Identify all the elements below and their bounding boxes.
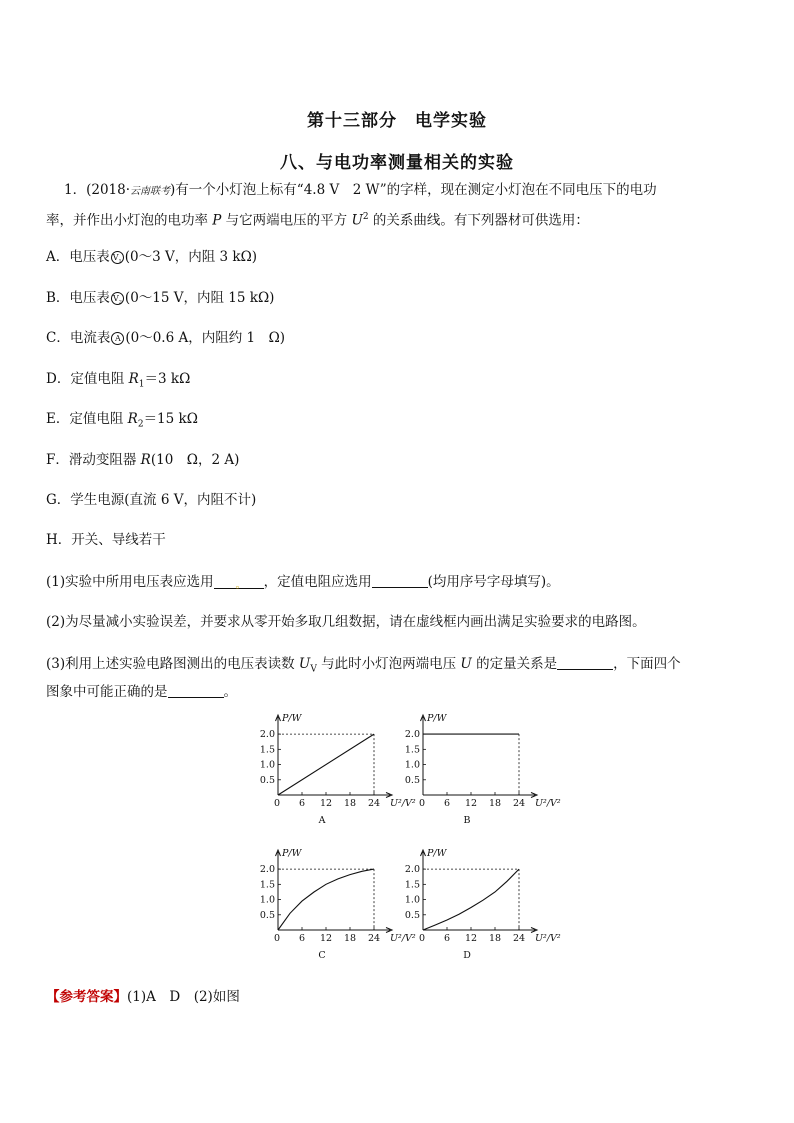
series-line [278,734,374,795]
stem-text-2a: 率，并作出小灯泡的电功率 [46,212,213,229]
series-line [278,869,374,930]
y-tick-label: 2.0 [259,729,275,741]
meter-sub: 2 [118,299,122,306]
source-prefix: (2018· [86,182,131,198]
option-c-label: C．电流表 [46,330,111,346]
q3-text-b: 与此时小灯泡两端电压 [316,656,461,672]
x-axis-label: U²/V² [535,798,561,809]
option-a-spec: (0～3 V，内阻 3 kΩ) [124,249,258,265]
x-tick-label: 0 [418,798,426,809]
answer-blank-3[interactable] [557,655,613,670]
sub-2: 2 [137,419,144,430]
x-tick-label: 6 [298,933,306,944]
y-tick-label: 2.0 [259,864,275,876]
option-b [46,288,756,308]
answer-blank-1[interactable] [214,574,264,589]
q3-text-a: (3)利用上述实验电路图测出的电压表读数 [46,656,299,672]
y-tick-label: 1.5 [259,879,275,891]
stem-text-1: 有一个小灯泡上标有“4.8 V 2 W”的字样，现在测定小灯泡在不同电压下的电功 [175,182,657,198]
option-e [46,409,756,435]
y-tick-label: 0.5 [259,774,275,786]
q3-text-c: 的定量关系是 [471,656,558,672]
graph-c [255,848,416,962]
q1-text-b: ，定值电阻应选用 [263,574,372,590]
option-e-label: E．定值电阻 [46,411,128,427]
graph-d-svg [400,848,561,962]
var-r: R [140,452,151,468]
x-tick-label: 6 [443,798,451,809]
q1-text-a: (1)实验中所用电压表应选用 [46,574,214,590]
y-tick-label: 1.0 [404,894,420,906]
subquestion-3-line1 [46,654,756,680]
y-tick-label: 1.5 [259,744,275,756]
q3-text-f: 。 [223,684,237,700]
option-c [46,328,756,348]
x-tick-label: 12 [319,933,333,944]
y-tick-label: 1.5 [404,879,420,891]
figure-label: D [463,950,471,961]
graph-d [400,848,561,962]
option-f-label: F．滑动变阻器 [46,452,141,468]
x-axis-label: U²/V² [390,798,416,809]
meter-sub: 1 [118,258,122,265]
sub-1: 1 [138,379,145,390]
figure-label: C [318,950,326,961]
x-axis-label: U²/V² [390,933,416,944]
voltmeter-icon [111,251,124,264]
y-tick-label: 1.0 [259,759,275,771]
graph-a-svg [255,713,416,827]
subquestion-1 [46,572,756,592]
x-tick-label: 18 [488,933,502,944]
var-u: U [298,656,311,672]
superscript-2: 2 [362,212,369,222]
option-f [46,450,756,470]
y-tick-label: 2.0 [404,729,420,741]
stem-text-2c: 的关系曲线。有下列器材可供选用： [368,212,589,229]
meter-letter: A [114,334,121,343]
x-tick-label: 18 [343,933,357,944]
x-tick-label: 12 [319,798,333,809]
graph-c-svg [255,848,416,962]
y-tick-label: 1.0 [259,894,275,906]
answer-tag: 【参考答案】 [46,989,127,1005]
option-d-label: D．定值电阻 [46,371,129,387]
q1-text-c: (均用序号字母填写)。 [427,574,560,590]
graph-b [400,713,561,827]
var-p: P [212,212,222,229]
question-stem-line2 [46,207,756,231]
x-tick-label: 24 [367,933,381,944]
q3-text-e: 图象中可能正确的是 [46,684,168,700]
option-f-spec: (10 Ω，2 A) [150,452,240,468]
var-r: R [128,371,139,387]
y-tick-label: 1.0 [404,759,420,771]
x-tick-label: 12 [464,798,478,809]
series-line [423,869,519,930]
option-d-spec: ＝3 kΩ [144,371,191,387]
sub-v: V [310,664,317,675]
x-tick-label: 0 [418,933,426,944]
option-g: G．学生电源(直流 6 V，内阻不计) [46,492,257,508]
var-u: U [351,212,363,229]
q3-text-d: ，下面四个 [613,656,681,672]
option-e-spec: ＝15 kΩ [143,411,198,427]
y-tick-label: 2.0 [404,864,420,876]
question-stem-line1 [64,180,774,202]
subquestion-2: (2)为尽量减小实验误差，并要求从零开始多取几组数据，请在虚线框内画出满足实验要求的电路图。 [46,614,646,630]
subquestion-3-line2 [46,682,756,702]
meter-letter: V [112,253,119,262]
y-tick-label: 0.5 [404,774,420,786]
option-h: H．开关、导线若干 [46,532,166,548]
option-d [46,369,756,395]
part-title: 第十三部分 电学实验 [307,111,487,131]
source-suffix: ) [170,182,176,198]
graph-a [255,713,416,827]
question-number: 1． [64,182,87,198]
x-tick-label: 12 [464,933,478,944]
var-r: R [127,411,138,427]
y-axis-label: P/W [427,713,447,724]
x-tick-label: 24 [512,933,526,944]
y-axis-label: P/W [282,848,302,859]
option-b-spec: (0～15 V，内阻 15 kΩ) [124,290,275,306]
y-axis-label: P/W [427,848,447,859]
source-name: 云南联考 [130,186,171,197]
x-tick-label: 6 [443,933,451,944]
stem-text-2b: 与它两端电压的平方 [221,212,352,229]
x-tick-label: 24 [367,798,381,809]
x-tick-label: 0 [273,933,281,944]
answer-blank-4[interactable] [168,683,224,698]
y-tick-label: 0.5 [404,909,420,921]
x-tick-label: 24 [512,798,526,809]
x-tick-label: 18 [488,798,502,809]
option-b-label: B．电压表 [46,290,110,306]
graph-b-svg [400,713,561,827]
blank-mark: 。 [235,580,246,591]
y-axis-label: P/W [282,713,302,724]
x-tick-label: 18 [343,798,357,809]
option-a [46,247,756,267]
meter-letter: V [112,294,119,303]
answer-text: (1)A D (2)如图 [127,989,240,1005]
section-title: 八、与电功率测量相关的实验 [280,153,514,173]
x-tick-label: 6 [298,798,306,809]
x-axis-label: U²/V² [535,933,561,944]
figure-label: B [463,815,471,826]
option-a-label: A．电压表 [46,249,110,265]
voltmeter-icon [111,292,124,305]
var-u: U [460,656,472,672]
x-tick-label: 0 [273,798,281,809]
y-tick-label: 1.5 [404,744,420,756]
option-c-spec: (0～0.6 A，内阻约 1 Ω) [125,330,286,346]
reference-answer [46,985,240,1005]
y-tick-label: 0.5 [259,909,275,921]
figure-label: A [318,815,326,826]
ammeter-icon [111,332,124,345]
answer-blank-2[interactable] [372,573,428,588]
